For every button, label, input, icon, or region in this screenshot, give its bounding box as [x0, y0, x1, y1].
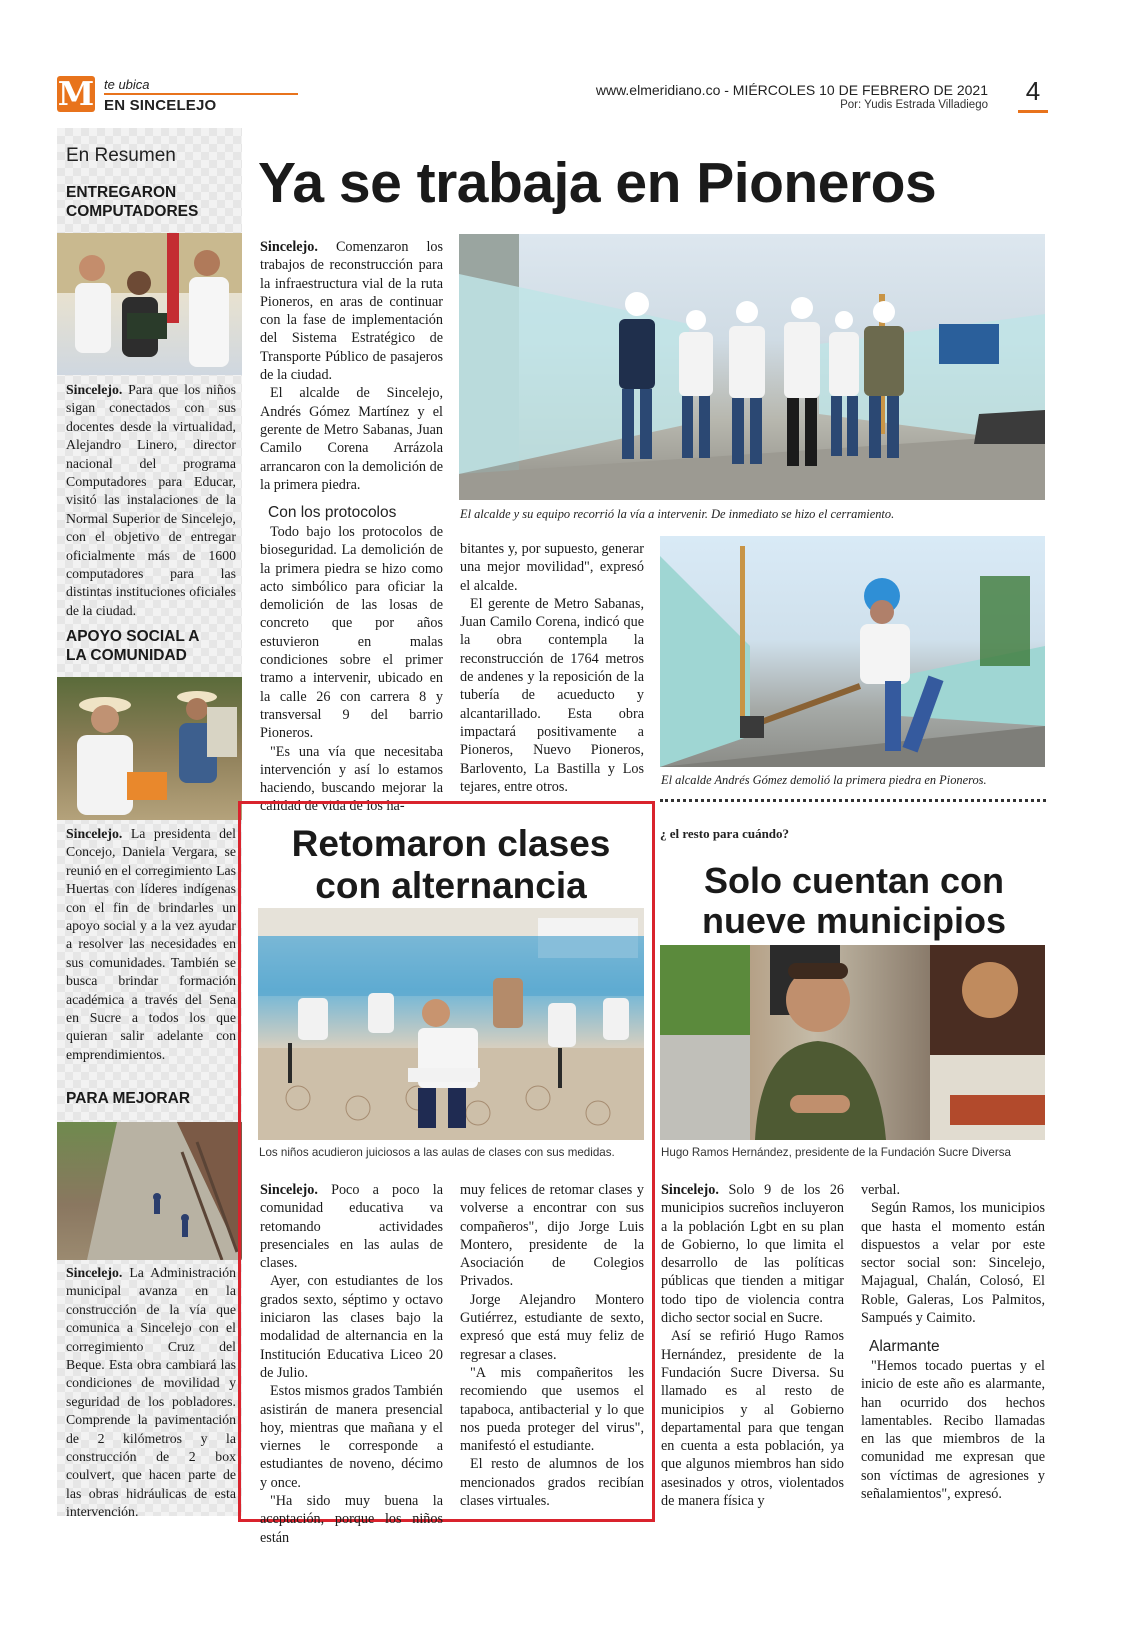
- municipios-photo: [660, 945, 1045, 1140]
- classes-col1-p4: "Ha sido muy buena la aceptación, porque los niños están: [260, 1493, 443, 1546]
- sidebar-body-3: La Administración municipal avanza en la construcción de la vía que comunica a Sincelejo con el corregimiento Cruz del Beque. Esta obra cambiará las condiciones de movilidad y seguridad de los pobladores. Comprende la pavimentación de 2 kilómetros y la construcción de 2 box coulvert, que hacen parte de las obras hidráulicas de esta intervención.: [66, 1265, 237, 1520]
- sidebar-text-1: [66, 381, 236, 620]
- classroom-photo-art: [258, 908, 644, 1140]
- sidebar-lead-1: Sincelejo.: [66, 382, 123, 397]
- main-photo2-caption: El alcalde Andrés Gómez demolió la primera piedra en Pioneros.: [661, 773, 987, 787]
- municipios-col1: [661, 1181, 844, 1510]
- sidebar-lead-2: Sincelejo.: [66, 826, 123, 841]
- demolition-photo-art: [660, 536, 1045, 767]
- section-divider: [660, 799, 1046, 802]
- main-col1b-p2: "Es una vía que necesitaba intervención y así lo estamos haciendo, buscando mejorar la calidad de vida de los ha-: [260, 743, 443, 815]
- municipios-kicker: ¿ el resto para cuándo?: [660, 826, 790, 841]
- municipios-lead: Sincelejo.: [661, 1182, 719, 1198]
- classes-photo: [258, 908, 644, 1140]
- main-photo1-caption: El alcalde y su equipo recorrió la vía a intervenir. De inmediato se hizo el cerramiento.: [460, 507, 895, 521]
- main-headline: Ya se trabaja en Pioneros: [258, 151, 937, 215]
- section-name: EN SINCELEJO: [104, 97, 217, 114]
- classes-col2-p2: Jorge Alejandro Montero Gutiérrez, estudiante de sexto, expresó que está muy feliz de regresar a clases.: [460, 1291, 644, 1363]
- municipios-col1-p1: Solo 9 de los 26 municipios sucreños incluyeron a la población Lgbt en su plan de Gobierno, lo que limita el desarrollo de las políticas públicas que tienden a mitigar todo tipo de violencia contra dicho sector social en Sucre.: [661, 1182, 845, 1327]
- classes-col2-p1: muy felices de retomar clases y volverse a encontrar con sus compañeros", dijo Jorge Luis Montero, presidente de la Asociación de Colegios Privados.: [460, 1182, 644, 1290]
- section-tagline: te ubica: [104, 77, 150, 92]
- sidebar-body-1: Para que los niños sigan conectados con sus docentes desde la virtualidad, Alejandro Linero, director nacional del programa Computadores para Educar, visitó las instalaciones de la Normal Superior de Sincelejo, con el objetivo de entregar oficialmente más de 1600 computadores para las distintas instituciones oficiales de la ciudad.: [66, 382, 236, 618]
- main-photo-demolition: [660, 536, 1045, 767]
- main-col1b-p1: Todo bajo los protocolos de bioseguridad. La demolición de la primera piedra se hizo como acto simbólico para oficiar la demolición de las losas de concreto que por años estuvieron en malas condiciones sobre el primer tramo a intervenir, ubicado en la calle 26 con carrera 8 y transversal 9 del barrio Pioneros.: [260, 524, 443, 742]
- main-story-col2: [460, 540, 644, 796]
- page-number: 4: [1025, 76, 1041, 106]
- main-col2-p1: bitantes y, por supuesto, generar una mejor movilidad", expresó el alcalde.: [460, 541, 644, 594]
- municipios-headline-line2: nueve municipios: [701, 900, 1007, 941]
- masthead-rule: [104, 93, 298, 95]
- municipios-subhead: Alarmante: [869, 1338, 940, 1355]
- municipios-col2-p1: verbal.: [861, 1182, 900, 1198]
- page-number-underline: [1018, 110, 1048, 113]
- classes-col1-p3: Estos mismos grados También asistirán de manera presencial hoy, mientras que mañana y el viernes le corresponde a estudiantes de noveno, décimo y once.: [260, 1383, 443, 1491]
- sidebar-text-2: [66, 825, 236, 1064]
- sidebar-text-3: [66, 1264, 236, 1522]
- section-logo: [57, 76, 95, 112]
- municipios-col2b: [861, 1357, 1045, 1503]
- main-photo-walk: [459, 234, 1045, 500]
- sidebar-body-2: La presidenta del Concejo, Daniela Vergara, se reunió en el corregimiento Las Huertas con líderes indígenas con el fin de brindarles un apoyo social y a la vez ayudar a resolver las necesidades en sus comunidades. También se busca brindar formación académica a través del Sena en Sucre a todos los que quieran salir adelante con emprendimientos.: [66, 826, 236, 1062]
- classes-photo-caption: Los niños acudieron juiciosos a las aulas de clases con sus medidas.: [259, 1146, 615, 1159]
- walk-photo-art: [459, 234, 1045, 500]
- municipios-photo-caption: Hugo Ramos Hernández, presidente de la Fundación Sucre Diversa: [661, 1146, 1011, 1159]
- classes-col1: [260, 1181, 443, 1547]
- portrait-photo-art: [660, 945, 1045, 1140]
- classes-lead: Sincelejo.: [260, 1182, 318, 1198]
- municipios-col2-p2: Según Ramos, los municipios que hasta el momento están dispuestos a velar por este sector social son: Sincelejo, Majagual, Chalán, Colosó, El Roble, Galeras, Los Palmitos, Sampués y Caimito.: [861, 1200, 1045, 1327]
- sidebar-photo-computers: [57, 233, 242, 375]
- main-col2-p2: El gerente de Metro Sabanas, Juan Camilo Corena, indicó que la obra contempla la reconstrucción de 1764 metros de andenes y la reposición de la tubería de acueducto y alcantarillado. Esta obra impactará positivamente a Pioneros, Nuevo Pioneros, Barlovento, La Bastilla y Los tejares, entre otros.: [460, 595, 644, 795]
- sidebar-title: En Resumen: [66, 145, 176, 166]
- sidebar-heading-3: PARA MEJORAR: [66, 1090, 191, 1107]
- community-photo-art: [57, 677, 242, 820]
- sidebar-lead-3: Sincelejo.: [66, 1265, 123, 1280]
- main-story-col1: [260, 238, 443, 494]
- classes-headline-line2: con alternancia: [315, 865, 587, 906]
- classes-col1-p1: Poco a poco la comunidad educativa va retomando actividades presenciales en las aulas de clases.: [260, 1182, 444, 1272]
- road-photo-art: [57, 1122, 242, 1260]
- sidebar-photo-road: [57, 1122, 242, 1260]
- classes-col2: [460, 1181, 644, 1510]
- municipios-col2: [861, 1181, 1045, 1327]
- classes-col2-p4: El resto de alumnos de los mencionados grados recibían clases virtuales.: [460, 1456, 644, 1510]
- sidebar-heading-2: APOYO SOCIAL A LA COMUNIDAD: [66, 628, 199, 664]
- byline: Por: Yudis Estrada Villadiego: [840, 99, 988, 111]
- main-subhead: Con los protocolos: [268, 504, 397, 521]
- main-col1-p2: El alcalde de Sincelejo, Andrés Gómez Martínez y el gerente de Metro Sabanas, Juan Camilo Corena Arrázola arrancaron con la demolición de la primera piedra.: [260, 385, 443, 493]
- logo-letter: M: [57, 74, 95, 113]
- main-col1-p1: Comenzaron los trabajos de reconstrucción para la infraestructura vial de la ruta Pioneros, en aras de continuar con la fase de implementación del Sistema Estratégico de Transporte Público de pasajeros de la ciudad.: [260, 239, 443, 384]
- municipios-col2b-p1: "Hemos tocado puertas y el inicio de este año es alarmante, han ocurrido dos hechos lamentables. Recibo llamadas en las que miembros de la comunidad me expresan que son víctimas de agresiones y señalamientos", expresó.: [861, 1358, 1045, 1503]
- municipios-headline-line1: Solo cuentan con: [703, 860, 1005, 901]
- main-story-col1b: [260, 523, 443, 816]
- site-and-date: www.elmeridiano.co - MIÉRCOLES 10 DE FEBRERO DE 2021: [595, 82, 988, 98]
- classes-headline-line1: Retomaron clases: [291, 823, 611, 864]
- municipios-col1-p2: Así se refirió Hugo Ramos Hernández, presidente de la Fundación Sucre Diversa. Su llamado es al resto de municipios y al Gobierno departamental para que tengan en cuenta a esta población, ya que algunos miembros han sido asesinados y otros, violentados de manera física y: [661, 1328, 844, 1510]
- computers-photo-art: [57, 233, 242, 375]
- classes-col1-p2: Ayer, con estudiantes de los grados sexto, séptimo y octavo iniciaron las clases bajo la modalidad de alternancia en la Institución Educativa Liceo 20 de Julio.: [260, 1273, 443, 1381]
- sidebar-heading-1: ENTREGARON COMPUTADORES: [66, 184, 199, 220]
- sidebar-photo-community: [57, 677, 242, 820]
- main-lead: Sincelejo.: [260, 239, 318, 255]
- classes-col2-p3: "A mis compañeritos les recomiendo que usemos el tapaboca, antibacterial y lo que nos pueda proteger del virus", manifestó el estudiante.: [460, 1364, 644, 1455]
